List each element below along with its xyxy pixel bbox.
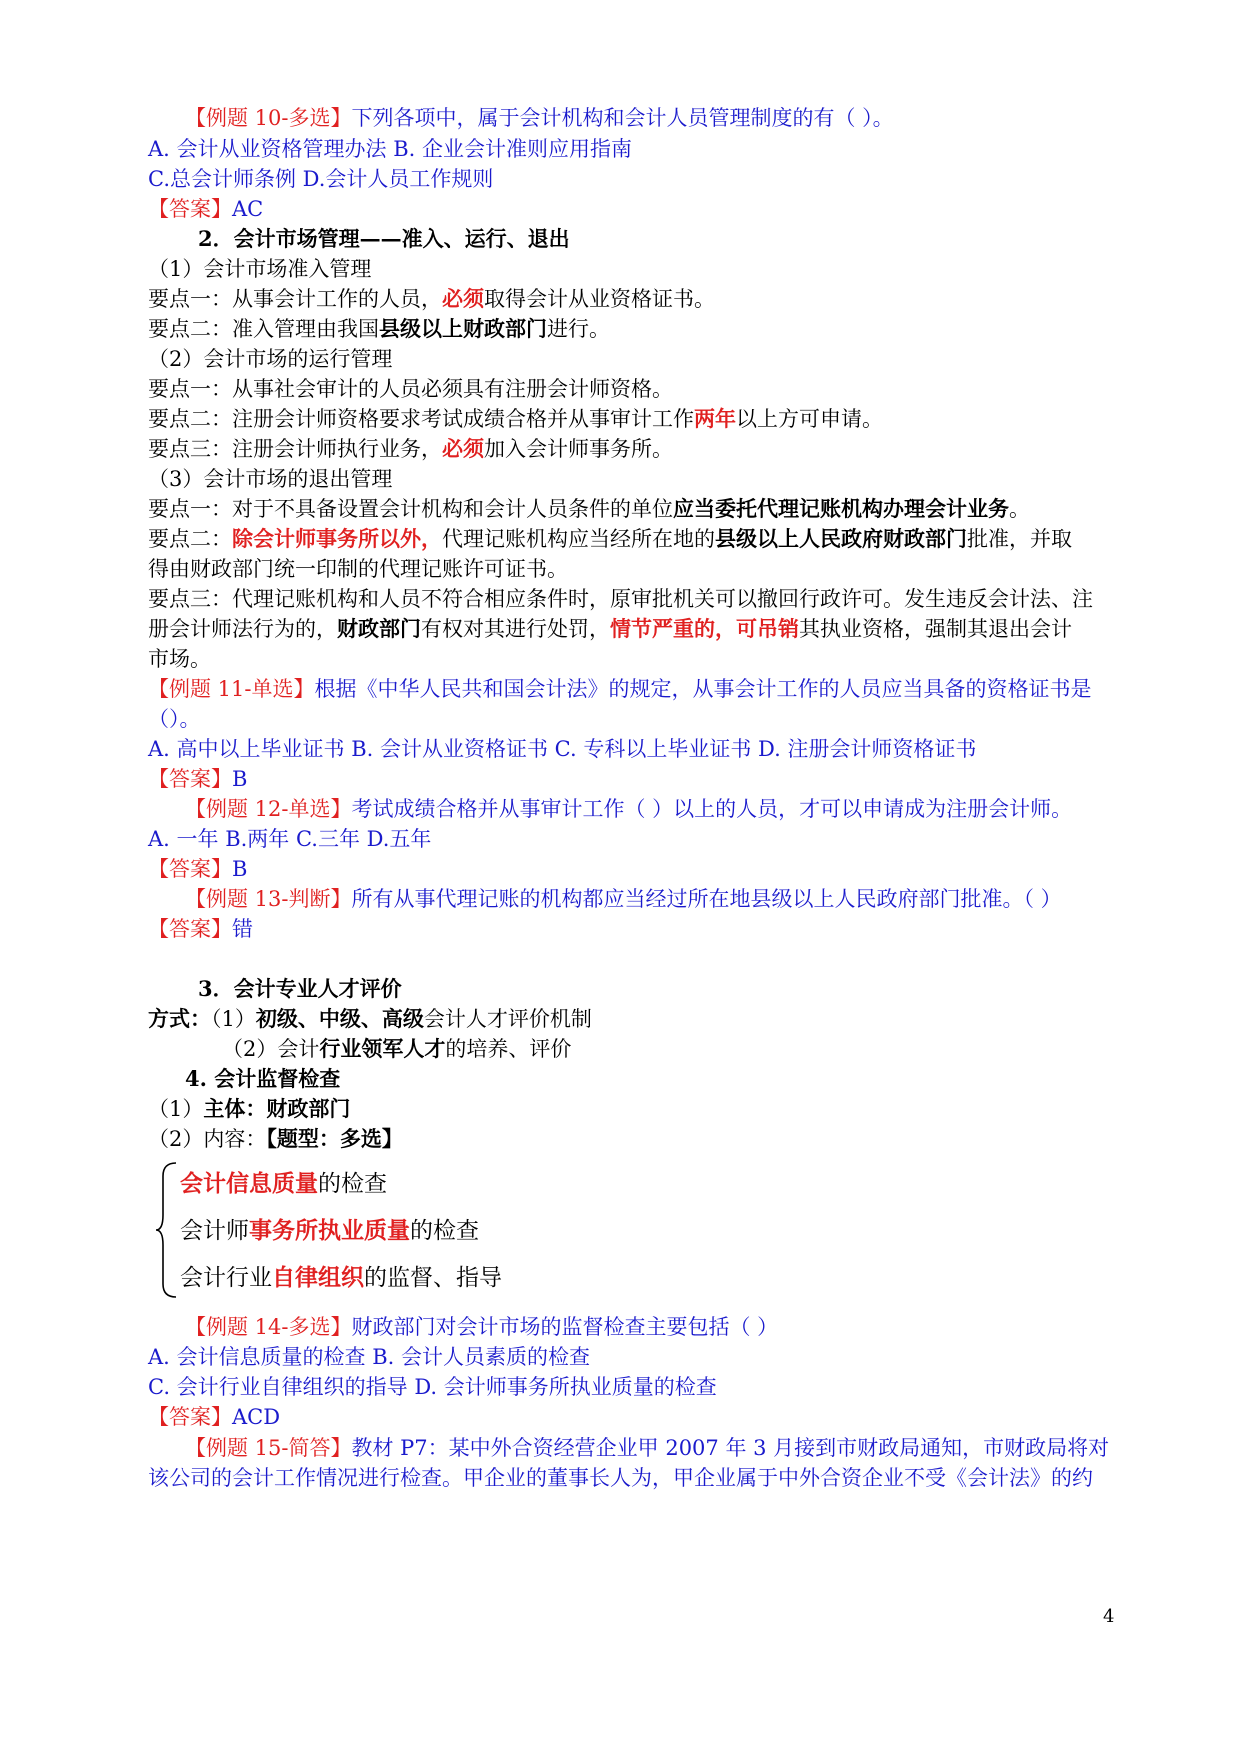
answer-tag: 【答案】 xyxy=(148,197,232,221)
emphasis: 应当委托代理记账机构办理会计业务 xyxy=(673,496,1009,521)
answer-tag: 【答案】 xyxy=(148,767,232,791)
section-4-heading: 4. 会计监督检查 xyxy=(185,1066,341,1091)
answer-tag: 【答案】 xyxy=(148,857,232,881)
text: 的监督、指导 xyxy=(364,1265,502,1291)
example-12-answer xyxy=(148,853,1128,885)
emphasis: 县级以上人民政府财政部门 xyxy=(715,526,967,551)
page-number: 4 xyxy=(1103,1606,1115,1627)
text: （2）会计 xyxy=(222,1037,320,1061)
section-2-heading: 2．会计市场管理——准入、运行、退出 xyxy=(198,226,570,251)
text: 的培养、评价 xyxy=(445,1037,572,1061)
inspection-item-1 xyxy=(180,1167,387,1201)
example-13-answer xyxy=(148,913,1128,945)
section-2-part-3-point-3-end: 市场。 xyxy=(148,647,211,671)
emphasis: 财政部门 xyxy=(337,616,421,641)
text: 会计人才评价机制 xyxy=(423,1007,592,1031)
example-15-question-cont: 该公司的会计工作情况进行检查。甲企业的董事长人为，甲企业属于中外合资企业不受《会计法》的约 xyxy=(148,1466,1093,1490)
example-14-options-ab: A. 会计信息质量的检查 B. 会计人员素质的检查 xyxy=(148,1345,590,1369)
example-15-question xyxy=(185,1432,1165,1464)
section-2-part-3-point-3: 要点三：代理记账机构和人员不符合相应条件时，原审批机关可以撤回行政许可。发生违反会计法、注 xyxy=(148,587,1093,611)
section-2-part-1-point-1 xyxy=(148,283,1128,315)
section-3-method-2 xyxy=(222,1033,1202,1065)
text: 要点一：从事会计工作的人员， xyxy=(148,287,442,311)
example-11-options: A. 高中以上毕业证书 B. 会计从业资格证书 C. 专科以上毕业证书 D. 注册会计师资格证书 xyxy=(148,737,977,761)
section-2-part-3-title: （3）会计市场的退出管理 xyxy=(148,467,393,491)
section-2-part-2-title: （2）会计市场的运行管理 xyxy=(148,347,393,371)
emphasis: 事务所执业质量 xyxy=(249,1218,410,1244)
text: 。 xyxy=(1009,497,1030,521)
emphasis: 主体：财政部门 xyxy=(203,1096,351,1121)
example-14-question xyxy=(185,1311,1165,1343)
question-stem: 根据《中华人民共和国会计法》的规定，从事会计工作的人员应当具备的资格证书是 xyxy=(314,677,1092,701)
emphasis: 初级、中级、高级 xyxy=(255,1006,424,1031)
question-stem: 教材 P7：某中外合资经营企业甲 2007 年 3 月接到市财政局通知，市财政局将对 xyxy=(351,1436,1110,1460)
section-2-part-2-point-3 xyxy=(148,433,1128,465)
inspection-item-2 xyxy=(180,1214,479,1248)
text: （1） xyxy=(148,1097,204,1121)
answer-value: B xyxy=(232,767,248,791)
text: 要点三：注册会计师执行业务， xyxy=(148,437,442,461)
emphasis: 除会计师事务所以外， xyxy=(232,526,442,551)
example-12-options: A. 一年 B.两年 C.三年 D.五年 xyxy=(148,827,432,851)
text: 要点二：注册会计师资格要求考试成绩合格并从事审计工作 xyxy=(148,407,694,431)
section-2-part-2-point-2 xyxy=(148,403,1128,435)
question-stem: 所有从事代理记账的机构都应当经过所在地县级以上人民政府部门批准。（ ） xyxy=(351,887,1062,911)
emphasis: 两年 xyxy=(694,406,736,431)
section-2-part-3-point-2-cont: 得由财政部门统一印制的代理记账许可证书。 xyxy=(148,557,568,581)
example-tag: 【例题 10-多选】 xyxy=(185,106,352,130)
section-2-part-1-title: （1）会计市场准入管理 xyxy=(148,257,372,281)
text: 会计行业 xyxy=(180,1265,272,1291)
section-4-content xyxy=(148,1123,1128,1155)
emphasis: 【题型：多选】 xyxy=(266,1126,403,1151)
text: 进行。 xyxy=(547,317,610,341)
section-2-part-3-point-1 xyxy=(148,493,1128,525)
emphasis: 县级以上财政部门 xyxy=(379,316,547,341)
example-10-answer xyxy=(148,193,1128,225)
example-11-answer xyxy=(148,763,1128,795)
text: 的检查 xyxy=(410,1218,479,1244)
question-stem: 财政部门对会计市场的监督检查主要包括（ ） xyxy=(351,1315,779,1339)
section-2-part-2-point-1: 要点一：从事社会审计的人员必须具有注册会计师资格。 xyxy=(148,377,673,401)
answer-value: 错 xyxy=(232,917,253,941)
example-tag: 【例题 12-单选】 xyxy=(185,797,352,821)
text: 代理记账机构应当经所在地的 xyxy=(442,527,715,551)
example-14-answer xyxy=(148,1401,1128,1433)
example-tag: 【例题 13-判断】 xyxy=(185,887,352,911)
answer-value: AC xyxy=(232,197,264,221)
text: 取得会计从业资格证书。 xyxy=(484,287,715,311)
example-10-options-ab: A. 会计从业资格管理办法 B. 企业会计准则应用指南 xyxy=(148,137,632,161)
section-4-subject xyxy=(148,1093,1128,1125)
text: 批准，并取 xyxy=(967,527,1072,551)
text: 册会计师法行为的， xyxy=(148,617,337,641)
emphasis: 必须 xyxy=(442,286,484,311)
emphasis: 情节严重的，可吊销 xyxy=(610,616,799,641)
label: 方式： xyxy=(148,1006,211,1031)
section-3-heading: 3．会计专业人才评价 xyxy=(198,976,402,1001)
section-2-part-3-point-2 xyxy=(148,523,1128,555)
text: 要点二：准入管理由我国 xyxy=(148,317,379,341)
answer-value: B xyxy=(232,857,248,881)
inspection-item-3 xyxy=(180,1261,502,1295)
example-tag: 【例题 14-多选】 xyxy=(185,1315,352,1339)
example-tag: 【例题 15-简答】 xyxy=(185,1436,352,1460)
example-10-options-cd: C.总会计师条例 D.会计人员工作规则 xyxy=(148,167,494,191)
emphasis: 会计信息质量 xyxy=(180,1171,318,1197)
example-10-question xyxy=(185,102,1165,134)
answer-tag: 【答案】 xyxy=(148,917,232,941)
emphasis: 自律组织 xyxy=(272,1265,364,1291)
section-2-part-3-point-3-cont xyxy=(148,613,1128,645)
text: 会计师 xyxy=(180,1218,249,1244)
section-2-part-1-point-2 xyxy=(148,313,1128,345)
emphasis: 行业领军人才 xyxy=(319,1036,446,1061)
text: 加入会计师事务所。 xyxy=(484,437,673,461)
example-14-options-cd: C. 会计行业自律组织的指导 D. 会计师事务所执业质量的检查 xyxy=(148,1375,717,1399)
text: （1） xyxy=(211,1007,256,1031)
answer-tag: 【答案】 xyxy=(148,1405,232,1429)
example-tag: 【例题 11-单选】 xyxy=(148,677,315,701)
text: 以上方可申请。 xyxy=(736,407,883,431)
example-13-question xyxy=(185,883,1165,915)
question-stem: 考试成绩合格并从事审计工作（ ）以上的人员，才可以申请成为注册会计师。 xyxy=(351,797,1073,821)
text: 有权对其进行处罚， xyxy=(421,617,610,641)
text: 的检查 xyxy=(318,1171,387,1197)
section-3-method-1 xyxy=(148,1003,1128,1035)
text: 要点二： xyxy=(148,527,232,551)
example-12-question xyxy=(185,793,1165,825)
left-brace-icon xyxy=(154,1160,180,1300)
text: 要点一：对于不具备设置会计机构和会计人员条件的单位 xyxy=(148,497,673,521)
text: 其执业资格，强制其退出会计 xyxy=(799,617,1072,641)
text: （2）内容： xyxy=(148,1127,267,1151)
answer-value: ACD xyxy=(232,1405,281,1429)
example-11-question-cont: （）。 xyxy=(148,707,201,731)
example-11-question xyxy=(148,673,1128,705)
emphasis: 必须 xyxy=(442,436,484,461)
question-stem: 下列各项中，属于会计机构和会计人员管理制度的有（ ）。 xyxy=(351,106,894,130)
